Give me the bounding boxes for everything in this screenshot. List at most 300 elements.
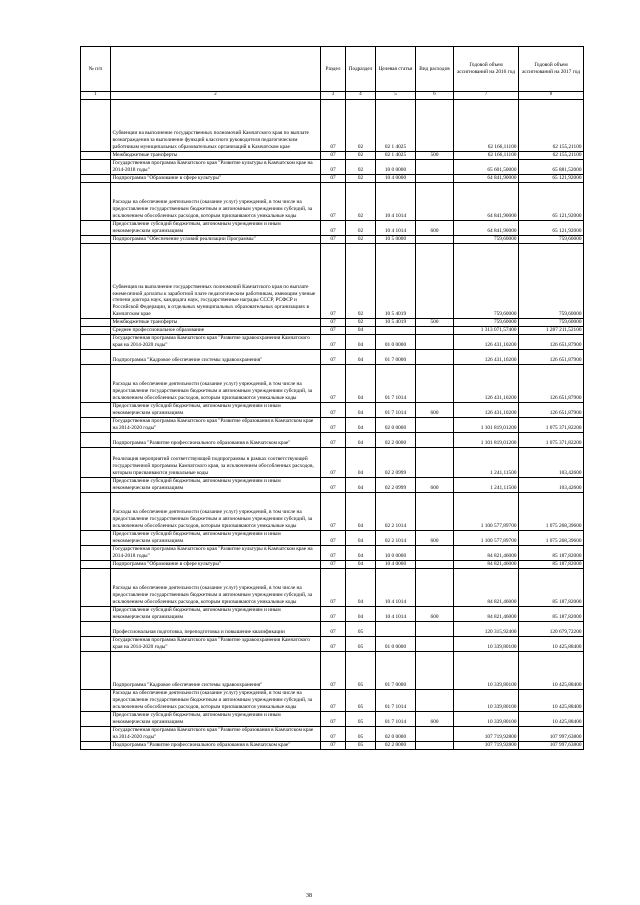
cell-razdel: 07 bbox=[321, 319, 346, 327]
cell-target: 02 0 0000 bbox=[376, 726, 416, 741]
header-vid: Вид расходов bbox=[416, 47, 454, 92]
cell-y2017: 126 651,87900 bbox=[519, 350, 584, 365]
cell-razdel: 07 bbox=[321, 433, 346, 448]
cell-y2016: 1 241,11500 bbox=[454, 448, 519, 478]
cell-razdel: 07 bbox=[321, 741, 346, 749]
cell-podrazdel: 04 bbox=[346, 546, 376, 561]
cell-name: Государственная программа Камчатского края "Развитие здравоохранения Камчатского края на 2014-2020 годы" bbox=[111, 637, 321, 652]
cell-y2017: 10 425,88400 bbox=[519, 690, 584, 712]
cell-name: Подпрограмма "Кадровое обеспечение системы здравоохранения" bbox=[111, 652, 321, 690]
cell-target: 01 7 1014 bbox=[376, 711, 416, 726]
cell-name: Расходы на обеспечение деятельности (оказание услуг) учреждений, в том числе на предоставление государственным бюджетным и автономным учреждениям субсидий, за исключением обособленных расходов, которым присваиваются уникальные коды bbox=[111, 493, 321, 531]
cell-vid: 600 bbox=[416, 403, 454, 418]
cell-razdel: 07 bbox=[321, 652, 346, 690]
cell-name: Предоставление субсидий бюджетным, автономным учреждениям и иным некоммерческим организациям bbox=[111, 531, 321, 546]
cell-y2016: 84 821,46000 bbox=[454, 607, 519, 622]
cell-target: 10 4 1014 bbox=[376, 607, 416, 622]
cell-podrazdel: 05 bbox=[346, 622, 376, 637]
cell-razdel: 07 bbox=[321, 546, 346, 561]
cell-y2016: 10 339,80100 bbox=[454, 652, 519, 690]
cell-podrazdel: 04 bbox=[346, 448, 376, 478]
cell-name: Подпрограмма "Образование в сфере культуры" bbox=[111, 175, 321, 183]
cell-razdel: 07 bbox=[321, 726, 346, 741]
cell-y2016: 62 166,11100 bbox=[454, 100, 519, 152]
cell-y2017: 107 997,63800 bbox=[519, 726, 584, 741]
cell-y2016: 84 821,46000 bbox=[454, 546, 519, 561]
row-num-cell bbox=[81, 622, 111, 637]
cell-razdel: 07 bbox=[321, 418, 346, 433]
cell-target: 02 2 0000 bbox=[376, 433, 416, 448]
cell-y2016: 64 841,90000 bbox=[454, 221, 519, 236]
cell-vid: 500 bbox=[416, 152, 454, 160]
cell-name: Межбюджетные трансферты bbox=[111, 152, 321, 160]
cell-podrazdel: 05 bbox=[346, 637, 376, 652]
cell-y2016: 120 315,92400 bbox=[454, 622, 519, 637]
cell-podrazdel: 04 bbox=[346, 561, 376, 569]
cell-vid bbox=[416, 327, 454, 335]
cell-podrazdel: 02 bbox=[346, 221, 376, 236]
cell-podrazdel: 05 bbox=[346, 652, 376, 690]
table-body bbox=[81, 100, 584, 750]
table-row bbox=[81, 546, 584, 561]
row-num-cell bbox=[81, 327, 111, 335]
cell-podrazdel: 04 bbox=[346, 478, 376, 493]
cell-target: 10 5 4019 bbox=[376, 244, 416, 319]
cell-razdel: 07 bbox=[321, 327, 346, 335]
cell-target: 10 4 0000 bbox=[376, 175, 416, 183]
header-2016: Годовой объем ассигнований на 2016 год bbox=[454, 47, 519, 92]
table-row bbox=[81, 160, 584, 175]
cell-y2016: 10 339,80100 bbox=[454, 637, 519, 652]
cell-target: 10 5 0000 bbox=[376, 236, 416, 244]
header-2017: Годовой объем ассигнований на 2017 год bbox=[519, 47, 584, 92]
cell-y2017: 120 679,72200 bbox=[519, 622, 584, 637]
cell-vid bbox=[416, 365, 454, 403]
cell-target: 10 5 4019 bbox=[376, 319, 416, 327]
cell-name: Государственная программа Камчатского края "Развитие образования в Камчатском крае на 2014-2020 годы" bbox=[111, 418, 321, 433]
cell-y2017: 103,42600 bbox=[519, 448, 584, 478]
cell-target: 01 0 0000 bbox=[376, 335, 416, 350]
cell-y2016: 65 601,50000 bbox=[454, 160, 519, 175]
table-row bbox=[81, 244, 584, 319]
cell-target: 02 2 0999 bbox=[376, 448, 416, 478]
cell-y2016: 1 100 577,89700 bbox=[454, 493, 519, 531]
table-row bbox=[81, 335, 584, 350]
cell-podrazdel: 02 bbox=[346, 183, 376, 221]
cell-name: Субвенция на выполнение государственных полномочий Камчатского края по выплате ежемесячной доплаты к заработной плате педагогическим работникам, имеющим ученые степени доктора наук, кандидата наук, государственные награды СССР, РСФСР и Российской Федерации, в отдельных муниципальных образовательных организациях в Камчатском крае bbox=[111, 244, 321, 319]
row-num-cell bbox=[81, 160, 111, 175]
cell-vid bbox=[416, 726, 454, 741]
cell-vid bbox=[416, 637, 454, 652]
cell-razdel: 07 bbox=[321, 335, 346, 350]
cell-podrazdel: 02 bbox=[346, 160, 376, 175]
cell-podrazdel: 02 bbox=[346, 244, 376, 319]
row-num-cell bbox=[81, 561, 111, 569]
cell-name: Государственная программа Камчатского края "Развитие культуры в Камчатском крае на 2014-2018 годы" bbox=[111, 546, 321, 561]
colnum: 3 bbox=[321, 92, 346, 100]
cell-y2016: 64 841,90000 bbox=[454, 183, 519, 221]
cell-target: 01 7 0000 bbox=[376, 350, 416, 365]
cell-y2017: 65 121,92000 bbox=[519, 221, 584, 236]
cell-podrazdel: 02 bbox=[346, 152, 376, 160]
header-name bbox=[111, 47, 321, 92]
table-row bbox=[81, 711, 584, 726]
cell-target: 01 0 0000 bbox=[376, 637, 416, 652]
colnum: 2 bbox=[111, 92, 321, 100]
cell-razdel: 07 bbox=[321, 690, 346, 712]
cell-y2016: 10 339,80100 bbox=[454, 690, 519, 712]
cell-vid bbox=[416, 741, 454, 749]
cell-y2016: 126 431,10200 bbox=[454, 365, 519, 403]
cell-vid bbox=[416, 183, 454, 221]
cell-name: Предоставление субсидий бюджетным, автономным учреждениям и иным некоммерческим организациям bbox=[111, 607, 321, 622]
cell-podrazdel: 04 bbox=[346, 531, 376, 546]
row-num-cell bbox=[81, 335, 111, 350]
cell-y2017: 10 425,88400 bbox=[519, 711, 584, 726]
cell-name: Подпрограмма "Кадровое обеспечение системы здравоохранения" bbox=[111, 350, 321, 365]
table-row bbox=[81, 531, 584, 546]
cell-vid bbox=[416, 244, 454, 319]
cell-name: Подпрограмма "Развитие профессионального образования в Камчатском крае" bbox=[111, 433, 321, 448]
row-num-cell bbox=[81, 100, 111, 152]
cell-y2017: 126 651,87900 bbox=[519, 403, 584, 418]
cell-name: Предоставление субсидий бюджетным, автономным учреждениям и иным некоммерческим организациям bbox=[111, 403, 321, 418]
cell-y2017: 1 287 211,52100 bbox=[519, 327, 584, 335]
cell-vid bbox=[416, 335, 454, 350]
row-num-cell bbox=[81, 690, 111, 712]
cell-target: 01 7 1014 bbox=[376, 365, 416, 403]
cell-y2016: 759,60000 bbox=[454, 319, 519, 327]
table-row bbox=[81, 350, 584, 365]
row-num-cell bbox=[81, 607, 111, 622]
cell-y2016: 1 101 819,01200 bbox=[454, 418, 519, 433]
table-row bbox=[81, 637, 584, 652]
cell-target: 10 4 1014 bbox=[376, 569, 416, 607]
cell-name: Расходы на обеспечение деятельности (оказание услуг) учреждений, в том числе на предоставление государственным бюджетным и автономным учреждениям субсидий, за исключением обособленных расходов, которым присваиваются уникальные коды bbox=[111, 183, 321, 221]
table-row bbox=[81, 327, 584, 335]
cell-podrazdel: 04 bbox=[346, 335, 376, 350]
cell-vid bbox=[416, 622, 454, 637]
table-row bbox=[81, 221, 584, 236]
cell-razdel: 07 bbox=[321, 160, 346, 175]
cell-vid bbox=[416, 100, 454, 152]
cell-y2016: 10 339,80100 bbox=[454, 711, 519, 726]
cell-podrazdel: 04 bbox=[346, 327, 376, 335]
row-num-cell bbox=[81, 726, 111, 741]
row-num-cell bbox=[81, 448, 111, 478]
cell-name: Расходы на обеспечение деятельности (оказание услуг) учреждений, в том числе на предоставление государственным бюджетным и автономным учреждениям субсидий, за исключением обособленных расходов, которым присваиваются уникальные коды bbox=[111, 365, 321, 403]
cell-y2017: 10 425,88400 bbox=[519, 652, 584, 690]
cell-name: Предоставление субсидий бюджетным, автономным учреждениям и иным некоммерческим организациям bbox=[111, 711, 321, 726]
cell-podrazdel: 05 bbox=[346, 711, 376, 726]
cell-y2016: 126 431,10200 bbox=[454, 335, 519, 350]
cell-vid: 600 bbox=[416, 221, 454, 236]
row-num-cell bbox=[81, 493, 111, 531]
cell-name: Государственная программа Камчатского края "Развитие культуры в Камчатском крае на 2014-2018 годы" bbox=[111, 160, 321, 175]
cell-y2017: 1 075 268,39600 bbox=[519, 531, 584, 546]
cell-razdel: 07 bbox=[321, 569, 346, 607]
cell-y2016: 1 313 071,57400 bbox=[454, 327, 519, 335]
row-num-cell bbox=[81, 236, 111, 244]
cell-razdel: 07 bbox=[321, 493, 346, 531]
header-target: Целевая статья bbox=[376, 47, 416, 92]
cell-target: 02 2 0999 bbox=[376, 478, 416, 493]
cell-razdel: 07 bbox=[321, 607, 346, 622]
cell-y2016: 1 241,11500 bbox=[454, 478, 519, 493]
table-row bbox=[81, 478, 584, 493]
row-num-cell bbox=[81, 433, 111, 448]
colnum: 8 bbox=[519, 92, 584, 100]
cell-podrazdel: 05 bbox=[346, 690, 376, 712]
cell-podrazdel: 04 bbox=[346, 493, 376, 531]
colnum: 5 bbox=[376, 92, 416, 100]
cell-razdel: 07 bbox=[321, 531, 346, 546]
cell-razdel: 07 bbox=[321, 350, 346, 365]
cell-name: Государственная программа Камчатского края "Развитие здравоохранения Камчатского края на 2014-2020 годы" bbox=[111, 335, 321, 350]
cell-podrazdel: 02 bbox=[346, 100, 376, 152]
table-row bbox=[81, 690, 584, 712]
cell-y2017: 759,60000 bbox=[519, 244, 584, 319]
row-num-cell bbox=[81, 531, 111, 546]
cell-vid: 600 bbox=[416, 478, 454, 493]
cell-vid bbox=[416, 175, 454, 183]
cell-vid bbox=[416, 652, 454, 690]
row-num-cell bbox=[81, 244, 111, 319]
budget-table bbox=[80, 46, 584, 750]
cell-y2017: 65 121,92000 bbox=[519, 183, 584, 221]
cell-podrazdel: 05 bbox=[346, 741, 376, 749]
table-row bbox=[81, 607, 584, 622]
row-num-cell bbox=[81, 175, 111, 183]
header-row bbox=[81, 47, 584, 92]
cell-y2017: 65 121,92000 bbox=[519, 175, 584, 183]
cell-vid bbox=[416, 569, 454, 607]
cell-podrazdel: 02 bbox=[346, 319, 376, 327]
table-row bbox=[81, 319, 584, 327]
header-podrazdel: Подраздел bbox=[346, 47, 376, 92]
cell-y2017: 65 881,52000 bbox=[519, 160, 584, 175]
cell-razdel: 07 bbox=[321, 561, 346, 569]
cell-target: 02 2 0000 bbox=[376, 741, 416, 749]
cell-vid: 500 bbox=[416, 319, 454, 327]
row-num-cell bbox=[81, 319, 111, 327]
cell-razdel: 07 bbox=[321, 175, 346, 183]
cell-razdel: 07 bbox=[321, 100, 346, 152]
cell-target: 10 4 1014 bbox=[376, 221, 416, 236]
cell-name: Предоставление субсидий бюджетным, автономным учреждениям и иным некоммерческим организациям bbox=[111, 221, 321, 236]
table-row bbox=[81, 100, 584, 152]
cell-y2016: 84 821,46000 bbox=[454, 561, 519, 569]
cell-name: Подпрограмма "Обеспечение условий реализации Программы" bbox=[111, 236, 321, 244]
cell-podrazdel: 05 bbox=[346, 726, 376, 741]
cell-name: Подпрограмма "Образование в сфере культуры" bbox=[111, 561, 321, 569]
cell-target: 10 0 0000 bbox=[376, 546, 416, 561]
cell-y2016: 126 431,10200 bbox=[454, 403, 519, 418]
cell-y2017: 10 425,88400 bbox=[519, 637, 584, 652]
header-num: № п/п bbox=[81, 47, 111, 92]
table-row bbox=[81, 493, 584, 531]
row-num-cell bbox=[81, 418, 111, 433]
cell-vid: 600 bbox=[416, 711, 454, 726]
cell-razdel: 07 bbox=[321, 478, 346, 493]
cell-name: Межбюджетные трансферты bbox=[111, 319, 321, 327]
cell-target: 10 4 1014 bbox=[376, 183, 416, 221]
cell-podrazdel: 04 bbox=[346, 365, 376, 403]
cell-razdel: 07 bbox=[321, 183, 346, 221]
cell-podrazdel: 02 bbox=[346, 175, 376, 183]
cell-y2017: 103,42600 bbox=[519, 478, 584, 493]
cell-y2016: 62 166,11100 bbox=[454, 152, 519, 160]
cell-podrazdel: 04 bbox=[346, 418, 376, 433]
cell-vid: 600 bbox=[416, 607, 454, 622]
cell-razdel: 07 bbox=[321, 711, 346, 726]
cell-razdel: 07 bbox=[321, 152, 346, 160]
cell-razdel: 07 bbox=[321, 236, 346, 244]
cell-name: Реализация мероприятий соответствующей подпрограммы в рамках соответствующей государственной программы Камчатского края, за исключением обособленных расходов, которым присваиваются уникальные коды bbox=[111, 448, 321, 478]
cell-y2017: 62 155,21100 bbox=[519, 152, 584, 160]
cell-y2017: 1 075 371,82200 bbox=[519, 433, 584, 448]
cell-name: Субвенции на выполнение государственных полномочий Камчатского края по выплате вознаграждения за выполнение функций классного руководителя педагогическим работникам муниципальных образовательных организаций в Камчатском крае bbox=[111, 100, 321, 152]
table-row bbox=[81, 433, 584, 448]
cell-y2016: 64 841,90000 bbox=[454, 175, 519, 183]
table-row bbox=[81, 448, 584, 478]
cell-podrazdel: 04 bbox=[346, 607, 376, 622]
cell-name: Предоставление субсидий бюджетным, автономным учреждениям и иным некоммерческим организациям bbox=[111, 478, 321, 493]
table-row bbox=[81, 622, 584, 637]
cell-y2016: 1 100 577,89700 bbox=[454, 531, 519, 546]
row-num-cell bbox=[81, 637, 111, 652]
cell-name: Государственная программа Камчатского края "Развитие образования в Камчатском крае на 2014-2020 годы" bbox=[111, 726, 321, 741]
cell-name: Среднее профессиональное образование bbox=[111, 327, 321, 335]
table-row bbox=[81, 403, 584, 418]
page-number: 38 bbox=[306, 893, 312, 899]
table-row bbox=[81, 365, 584, 403]
cell-y2017: 85 187,82000 bbox=[519, 546, 584, 561]
cell-name: Профессиональная подготовка, переподготовка и повышение квалификации bbox=[111, 622, 321, 637]
row-num-cell bbox=[81, 478, 111, 493]
cell-target: 02 1 4025 bbox=[376, 100, 416, 152]
cell-podrazdel: 04 bbox=[346, 569, 376, 607]
cell-podrazdel: 04 bbox=[346, 403, 376, 418]
cell-y2017: 85 187,82000 bbox=[519, 607, 584, 622]
cell-y2017: 126 651,87900 bbox=[519, 335, 584, 350]
cell-target: 02 2 1014 bbox=[376, 531, 416, 546]
row-num-cell bbox=[81, 652, 111, 690]
table-row bbox=[81, 418, 584, 433]
colnum: 1 bbox=[81, 92, 111, 100]
colnum: 7 bbox=[454, 92, 519, 100]
cell-vid bbox=[416, 546, 454, 561]
cell-vid bbox=[416, 160, 454, 175]
cell-vid bbox=[416, 493, 454, 531]
cell-y2017: 759,60000 bbox=[519, 236, 584, 244]
cell-vid bbox=[416, 236, 454, 244]
column-number-row bbox=[81, 92, 584, 100]
cell-razdel: 07 bbox=[321, 365, 346, 403]
colnum: 6 bbox=[416, 92, 454, 100]
cell-name: Подпрограмма "Развитие профессионального образования в Камчатском крае" bbox=[111, 741, 321, 749]
cell-target: 01 7 1014 bbox=[376, 403, 416, 418]
cell-y2017: 107 997,63800 bbox=[519, 741, 584, 749]
cell-name: Расходы на обеспечение деятельности (оказание услуг) учреждений, в том числе на предоставление государственным бюджетным и автономным учреждениям субсидий, за исключением обособленных расходов, которым присваиваются уникальные коды bbox=[111, 690, 321, 712]
table-row bbox=[81, 652, 584, 690]
cell-target: 01 7 0000 bbox=[376, 652, 416, 690]
cell-target: 10 4 0000 bbox=[376, 561, 416, 569]
cell-target: 10 0 0000 bbox=[376, 160, 416, 175]
cell-podrazdel: 04 bbox=[346, 350, 376, 365]
cell-podrazdel: 02 bbox=[346, 236, 376, 244]
cell-target: 02 2 1014 bbox=[376, 493, 416, 531]
header-razdel: Раздел bbox=[321, 47, 346, 92]
colnum: 4 bbox=[346, 92, 376, 100]
cell-y2017: 759,60000 bbox=[519, 319, 584, 327]
row-num-cell bbox=[81, 365, 111, 403]
cell-razdel: 07 bbox=[321, 622, 346, 637]
row-num-cell bbox=[81, 741, 111, 749]
cell-vid bbox=[416, 433, 454, 448]
table-row bbox=[81, 726, 584, 741]
cell-y2017: 85 187,82000 bbox=[519, 561, 584, 569]
table-row bbox=[81, 236, 584, 244]
table-row bbox=[81, 175, 584, 183]
cell-y2016: 759,60000 bbox=[454, 236, 519, 244]
row-num-cell bbox=[81, 711, 111, 726]
cell-vid bbox=[416, 350, 454, 365]
row-num-cell bbox=[81, 569, 111, 607]
cell-target bbox=[376, 622, 416, 637]
cell-razdel: 07 bbox=[321, 221, 346, 236]
row-num-cell bbox=[81, 403, 111, 418]
row-num-cell bbox=[81, 183, 111, 221]
table-row bbox=[81, 183, 584, 221]
cell-vid bbox=[416, 418, 454, 433]
row-num-cell bbox=[81, 350, 111, 365]
cell-target: 02 1 4025 bbox=[376, 152, 416, 160]
row-num-cell bbox=[81, 152, 111, 160]
cell-target: 01 7 1014 bbox=[376, 690, 416, 712]
cell-y2017: 62 155,21100 bbox=[519, 100, 584, 152]
table-row bbox=[81, 561, 584, 569]
table-row bbox=[81, 569, 584, 607]
cell-y2016: 126 431,10200 bbox=[454, 350, 519, 365]
cell-y2016: 1 101 819,01200 bbox=[454, 433, 519, 448]
cell-vid bbox=[416, 690, 454, 712]
cell-target: 02 0 0000 bbox=[376, 418, 416, 433]
cell-y2016: 84 821,46000 bbox=[454, 569, 519, 607]
cell-y2017: 126 651,87900 bbox=[519, 365, 584, 403]
cell-razdel: 07 bbox=[321, 403, 346, 418]
cell-y2016: 107 719,92800 bbox=[454, 726, 519, 741]
cell-y2017: 1 075 371,82200 bbox=[519, 418, 584, 433]
cell-razdel: 07 bbox=[321, 637, 346, 652]
table-row bbox=[81, 741, 584, 749]
cell-y2017: 1 075 268,39600 bbox=[519, 493, 584, 531]
cell-razdel: 07 bbox=[321, 448, 346, 478]
cell-y2016: 759,60000 bbox=[454, 244, 519, 319]
row-num-cell bbox=[81, 221, 111, 236]
cell-y2016: 107 719,92800 bbox=[454, 741, 519, 749]
row-num-cell bbox=[81, 546, 111, 561]
cell-name: Расходы на обеспечение деятельности (оказание услуг) учреждений, в том числе на предоставление государственным бюджетным и автономным учреждениям субсидий, за исключением обособленных расходов, которым присваиваются уникальные коды bbox=[111, 569, 321, 607]
cell-podrazdel: 04 bbox=[346, 433, 376, 448]
table-row bbox=[81, 152, 584, 160]
cell-razdel: 07 bbox=[321, 244, 346, 319]
cell-y2017: 85 187,82000 bbox=[519, 569, 584, 607]
cell-vid bbox=[416, 561, 454, 569]
cell-vid: 600 bbox=[416, 531, 454, 546]
cell-vid bbox=[416, 448, 454, 478]
cell-target bbox=[376, 327, 416, 335]
